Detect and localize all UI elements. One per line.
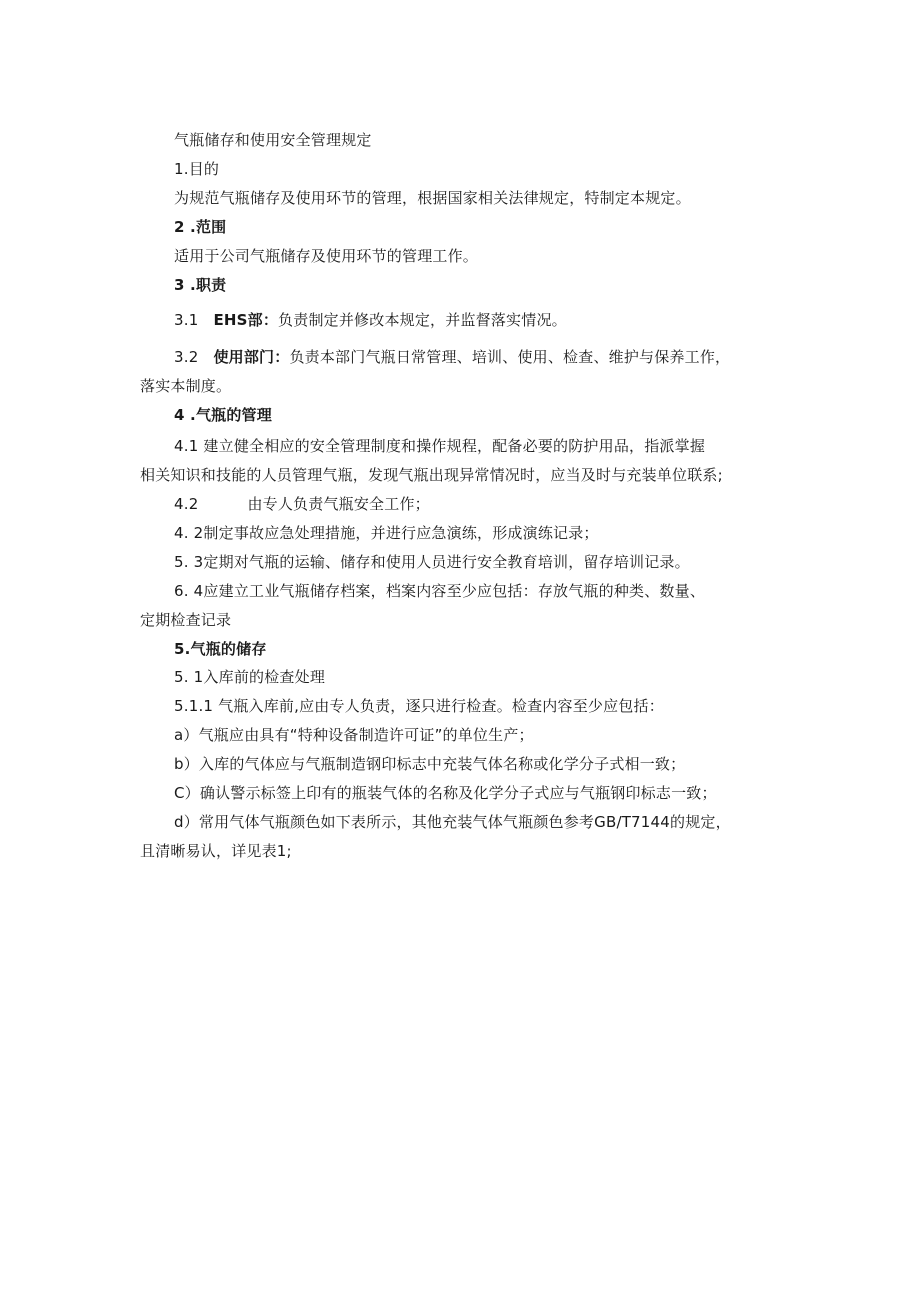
section-4-2-number: 4.2 — [174, 495, 199, 513]
section-3-2 — [174, 347, 730, 367]
section-4-heading: 4 .气瓶的管理 — [174, 406, 272, 424]
section-3-1-number: 3.1 — [174, 311, 199, 329]
section-4-1-line-1: 4.1 建立健全相应的安全管理制度和操作规程，配备必要的防护用品，指派掌握 — [174, 437, 706, 455]
list-item-d-line-2: 且清晰易认，详见表1; — [140, 842, 292, 860]
section-3-heading: 3 .职责 — [174, 276, 227, 294]
list-item-d-line-1: d）常用气体气瓶颜色如下表所示，其他充装气体气瓶颜色参考GB/T7144的规定， — [174, 813, 731, 831]
section-1-body: 为规范气瓶储存及使用环节的管理，根据国家相关法律规定，特制定本规定。 — [174, 189, 691, 207]
section-4-3: 4. 2制定事故应急处理措施，并进行应急演练，形成演练记录； — [174, 524, 599, 542]
section-3-1 — [174, 310, 567, 330]
section-4-5-line-2: 定期检查记录 — [140, 611, 232, 629]
list-item-c: C）确认警示标签上印有的瓶装气体的名称及化学分子式应与气瓶钢印标志一致； — [174, 784, 717, 802]
section-3-2-label: 使用部门： — [213, 348, 290, 366]
section-4-1-line-2: 相关知识和技能的人员管理气瓶，发现气瓶出现异常情况时，应当及时与充装单位联系; — [140, 466, 723, 484]
section-3-1-text: 负责制定并修改本规定，并监督落实情况。 — [278, 311, 567, 329]
section-3-2-number: 3.2 — [174, 348, 199, 366]
section-4-4: 5. 3定期对气瓶的运输、储存和使用人员进行安全教育培训，留存培训记录。 — [174, 553, 690, 571]
document-title: 气瓶储存和使用安全管理规定 — [174, 131, 372, 149]
section-2-heading: 2 .范围 — [174, 218, 227, 236]
section-3-2-text: 负责本部门气瓶日常管理、培训、使用、检查、维护与保养工作， — [289, 348, 731, 366]
section-3-1-label: EHS部： — [213, 311, 279, 329]
section-5-heading: 5.气瓶的储存 — [174, 640, 267, 658]
section-4-2-text: 由专人负责气瓶安全工作； — [247, 495, 430, 513]
section-2-body: 适用于公司气瓶储存及使用环节的管理工作。 — [174, 247, 479, 265]
section-3-2-continuation: 落实本制度。 — [140, 377, 232, 395]
section-5-1: 5. 1入库前的检查处理 — [174, 668, 326, 686]
section-5-1-1: 5.1.1 气瓶入库前,应由专人负责，逐只进行检查。检查内容至少应包括： — [174, 697, 664, 715]
section-4-5-line-1: 6. 4应建立工业气瓶储存档案，档案内容至少应包括：存放气瓶的种类、数量、 — [174, 582, 706, 600]
section-1-heading: 1.目的 — [174, 160, 220, 178]
section-4-2 — [174, 494, 430, 514]
list-item-a: a）气瓶应由具有“特种设备制造许可证”的单位生产； — [174, 726, 534, 744]
list-item-b: b）入库的气体应与气瓶制造钢印标志中充装气体名称或化学分子式相一致； — [174, 755, 686, 773]
